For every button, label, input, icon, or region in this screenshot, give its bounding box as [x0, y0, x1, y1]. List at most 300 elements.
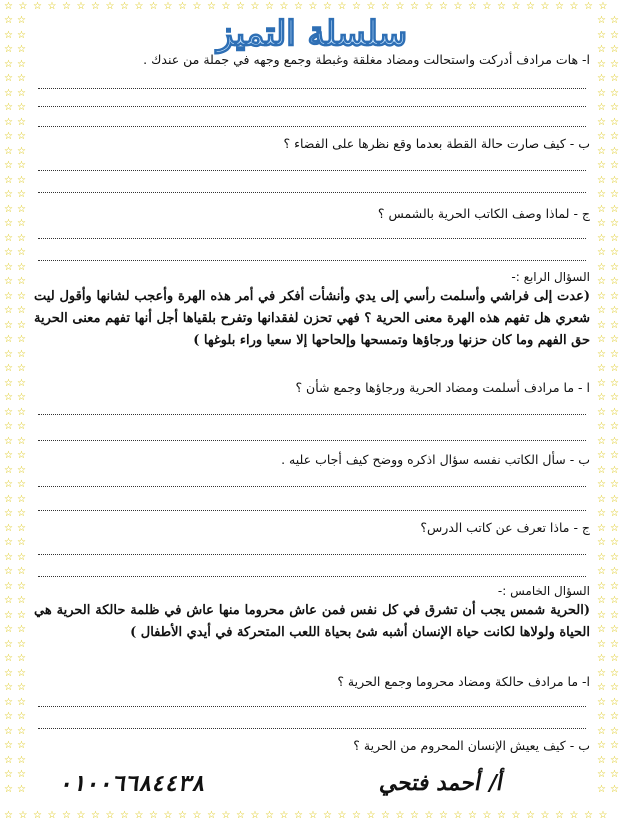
star-icon: ☆	[47, 1, 57, 12]
star-icon: ☆	[17, 638, 26, 650]
star-icon: ☆	[610, 15, 619, 26]
star-icon: ☆	[610, 522, 619, 534]
star-icon: ☆	[221, 810, 231, 821]
star-icon: ☆	[337, 1, 347, 12]
star-icon: ☆	[610, 160, 619, 171]
star-icon: ☆	[17, 769, 26, 780]
star-icon: ☆	[163, 1, 173, 12]
star-icon: ☆	[610, 421, 619, 432]
worksheet	[30, 8, 594, 814]
star-icon: ☆	[17, 363, 26, 374]
star-icon: ☆	[17, 58, 26, 70]
star-icon: ☆	[134, 1, 144, 12]
star-icon: ☆	[610, 508, 619, 519]
star-icon: ☆	[4, 624, 13, 635]
star-icon: ☆	[597, 131, 606, 142]
passage-5: (الحرية شمس يجب أن تشرق في كل نفس فمن عاش محروما منها عاش في ظلمة حالكة الحرية هي الحياة ولولاها لكانت حياة الإنسان أشبه شئ بحياة اللعب المتحركة في أيدي الأطفال )	[34, 603, 590, 640]
star-icon: ☆	[17, 508, 26, 519]
star-icon: ☆	[610, 754, 619, 766]
star-icon: ☆	[149, 810, 158, 821]
star-icon: ☆	[4, 1, 13, 12]
star-icon: ☆	[597, 754, 606, 766]
star-icon: ☆	[4, 421, 13, 432]
star-icon: ☆	[4, 696, 13, 708]
star-icon: ☆	[610, 87, 619, 99]
star-icon: ☆	[279, 1, 289, 12]
star-icon: ☆	[91, 1, 100, 12]
star-icon: ☆	[597, 102, 606, 113]
answer-line[interactable]	[38, 554, 586, 555]
star-icon: ☆	[610, 783, 619, 795]
star-icon: ☆	[17, 290, 26, 302]
star-icon: ☆	[597, 73, 606, 84]
star-icon: ☆	[4, 769, 13, 780]
star-icon: ☆	[597, 392, 606, 403]
star-icon: ☆	[4, 406, 13, 418]
question-3b: ب - كيف صارت حالة القطة بعدما وقع نظرها على الفضاء ؟	[283, 136, 590, 151]
star-icon: ☆	[597, 261, 606, 273]
star-icon: ☆	[482, 1, 492, 12]
star-icon: ☆	[207, 810, 216, 821]
star-icon: ☆	[453, 810, 463, 821]
star-icon: ☆	[18, 810, 28, 821]
star-icon: ☆	[610, 450, 619, 461]
answer-line[interactable]	[38, 576, 586, 577]
star-icon: ☆	[4, 810, 13, 821]
star-icon: ☆	[4, 116, 13, 128]
star-icon: ☆	[540, 1, 550, 12]
star-icon: ☆	[610, 116, 619, 128]
star-icon: ☆	[4, 682, 13, 693]
star-icon: ☆	[4, 232, 13, 244]
footer-author: أ/ أحمد فتحي	[377, 770, 506, 796]
star-icon: ☆	[597, 232, 606, 244]
star-icon: ☆	[178, 1, 187, 12]
star-icon: ☆	[33, 810, 42, 821]
answer-line[interactable]	[38, 106, 586, 107]
star-icon: ☆	[610, 261, 619, 273]
star-icon: ☆	[17, 464, 26, 476]
star-icon: ☆	[555, 810, 564, 821]
star-icon: ☆	[610, 319, 619, 331]
star-icon: ☆	[17, 392, 26, 403]
answer-line[interactable]	[38, 192, 586, 193]
star-icon: ☆	[4, 595, 13, 606]
star-icon: ☆	[4, 15, 13, 26]
answer-line[interactable]	[38, 706, 586, 707]
star-icon: ☆	[294, 810, 303, 821]
star-icon: ☆	[134, 810, 144, 821]
star-icon: ☆	[4, 145, 13, 157]
question-4a: ا - ما مرادف أسلمت ومضاد الحرية ورجاؤها وجمع شأن ؟	[295, 380, 590, 395]
star-icon: ☆	[395, 810, 405, 821]
star-icon: ☆	[597, 348, 606, 360]
star-icon: ☆	[610, 537, 619, 548]
star-icon: ☆	[610, 479, 619, 490]
star-icon: ☆	[4, 725, 13, 737]
star-icon: ☆	[597, 493, 606, 505]
star-icon: ☆	[17, 15, 26, 26]
star-icon: ☆	[17, 682, 26, 693]
star-icon: ☆	[17, 203, 26, 215]
star-icon: ☆	[597, 783, 606, 795]
star-icon: ☆	[410, 810, 419, 821]
star-icon: ☆	[597, 160, 606, 171]
star-icon: ☆	[597, 638, 606, 650]
star-icon: ☆	[294, 1, 303, 12]
star-icon: ☆	[610, 58, 619, 70]
star-icon: ☆	[610, 348, 619, 360]
star-icon: ☆	[62, 1, 71, 12]
star-icon: ☆	[17, 29, 26, 41]
star-icon: ☆	[597, 44, 606, 55]
star-icon: ☆	[17, 740, 26, 751]
star-icon: ☆	[76, 810, 86, 821]
star-icon: ☆	[17, 406, 26, 418]
star-icon: ☆	[207, 1, 216, 12]
star-icon: ☆	[4, 87, 13, 99]
star-icon: ☆	[610, 406, 619, 418]
star-icon: ☆	[597, 609, 606, 621]
star-icon: ☆	[4, 537, 13, 548]
star-icon: ☆	[424, 1, 434, 12]
star-icon: ☆	[4, 189, 13, 200]
star-icon: ☆	[597, 537, 606, 548]
star-icon: ☆	[17, 189, 26, 200]
star-icon: ☆	[120, 1, 129, 12]
star-icon: ☆	[17, 334, 26, 345]
question-4-heading: السؤال الرابع :-	[511, 270, 590, 284]
page-title: سلسلة التميز	[216, 14, 408, 54]
star-icon: ☆	[610, 363, 619, 374]
star-icon: ☆	[76, 1, 86, 12]
star-icon: ☆	[597, 58, 606, 70]
star-icon: ☆	[17, 479, 26, 490]
star-icon: ☆	[610, 44, 619, 55]
star-icon: ☆	[17, 377, 26, 389]
star-icon: ☆	[352, 810, 361, 821]
star-icon: ☆	[610, 145, 619, 157]
star-icon: ☆	[597, 29, 606, 41]
star-icon: ☆	[17, 537, 26, 548]
star-icon: ☆	[597, 290, 606, 302]
answer-line[interactable]	[38, 170, 586, 171]
answer-line[interactable]	[38, 414, 586, 415]
star-icon: ☆	[178, 810, 187, 821]
star-icon: ☆	[540, 810, 550, 821]
question-4c: ج - ماذا تعرف عن كاتب الدرس؟	[420, 520, 590, 535]
question-3a: ا- هات مرادف أدركت واستحالت ومضاد مغلقة وغبطة وجمع وجهه في جملة من عندك .	[143, 52, 590, 67]
star-icon: ☆	[597, 15, 606, 26]
star-icon: ☆	[17, 102, 26, 113]
star-icon: ☆	[610, 609, 619, 621]
star-icon: ☆	[47, 810, 57, 821]
star-icon: ☆	[250, 810, 260, 821]
star-icon: ☆	[4, 290, 13, 302]
answer-line[interactable]	[38, 728, 586, 729]
star-icon: ☆	[598, 1, 608, 12]
star-icon: ☆	[17, 522, 26, 534]
star-icon: ☆	[17, 551, 26, 563]
star-icon: ☆	[597, 479, 606, 490]
star-icon: ☆	[17, 783, 26, 795]
star-icon: ☆	[17, 44, 26, 55]
star-icon: ☆	[17, 73, 26, 84]
star-icon: ☆	[610, 232, 619, 244]
answer-line[interactable]	[38, 88, 586, 89]
answer-line[interactable]	[38, 486, 586, 487]
star-icon: ☆	[33, 1, 42, 12]
answer-line[interactable]	[38, 440, 586, 441]
star-icon: ☆	[91, 810, 100, 821]
star-icon: ☆	[4, 363, 13, 374]
star-icon: ☆	[120, 810, 129, 821]
star-icon: ☆	[323, 810, 332, 821]
star-icon: ☆	[17, 580, 26, 592]
answer-line[interactable]	[38, 510, 586, 511]
star-icon: ☆	[468, 1, 477, 12]
star-icon: ☆	[4, 479, 13, 490]
star-icon: ☆	[597, 725, 606, 737]
star-icon: ☆	[597, 174, 606, 186]
star-icon: ☆	[597, 435, 606, 447]
star-icon: ☆	[597, 508, 606, 519]
star-icon: ☆	[598, 810, 608, 821]
star-icon: ☆	[17, 493, 26, 505]
star-icon: ☆	[597, 653, 606, 664]
star-icon: ☆	[597, 421, 606, 432]
star-icon: ☆	[4, 551, 13, 563]
passage-4: (عدت إلى فراشي وأسلمت رأسي إلى يدي وأنشأت أفكر في أمر هذه الهرة وأعجب لشانها وأقول ليت شعري هل تفهم هذه الهرة معنى الحرية ؟ فهي تحزن لفقدانها وتفرح بلقياها أجل أنها تفهم معنى الحرية حق الفهم وما كان حزنها ورجاؤها وتمسحها وإلحاحها إلا سعيا وراء بلوغها )	[34, 289, 590, 348]
star-icon: ☆	[18, 1, 28, 12]
star-icon: ☆	[17, 145, 26, 157]
star-icon: ☆	[4, 609, 13, 621]
star-icon: ☆	[4, 102, 13, 113]
star-icon: ☆	[17, 348, 26, 360]
star-icon: ☆	[17, 435, 26, 447]
star-icon: ☆	[366, 1, 376, 12]
question-5a: ا- ما مرادف حالكة ومضاد محروما وجمع الحرية ؟	[337, 674, 590, 689]
star-icon: ☆	[610, 580, 619, 592]
star-icon: ☆	[4, 638, 13, 650]
star-icon: ☆	[597, 247, 606, 258]
star-icon: ☆	[610, 595, 619, 606]
star-icon: ☆	[511, 810, 521, 821]
star-icon: ☆	[597, 769, 606, 780]
star-icon: ☆	[4, 319, 13, 331]
star-icon: ☆	[4, 218, 13, 229]
star-icon: ☆	[439, 810, 448, 821]
star-icon: ☆	[250, 1, 260, 12]
star-icon: ☆	[4, 348, 13, 360]
star-icon: ☆	[597, 319, 606, 331]
star-icon: ☆	[610, 247, 619, 258]
star-icon: ☆	[569, 1, 579, 12]
star-icon: ☆	[610, 551, 619, 563]
star-icon: ☆	[366, 810, 376, 821]
star-icon: ☆	[381, 1, 390, 12]
star-icon: ☆	[323, 1, 332, 12]
star-icon: ☆	[17, 116, 26, 128]
star-icon: ☆	[17, 667, 26, 679]
star-icon: ☆	[4, 711, 13, 722]
star-icon: ☆	[610, 653, 619, 664]
star-icon: ☆	[17, 653, 26, 664]
star-icon: ☆	[597, 696, 606, 708]
star-icon: ☆	[597, 203, 606, 215]
star-icon: ☆	[4, 450, 13, 461]
star-icon: ☆	[610, 493, 619, 505]
star-icon: ☆	[610, 131, 619, 142]
star-icon: ☆	[610, 218, 619, 229]
star-icon: ☆	[597, 189, 606, 200]
star-icon: ☆	[4, 44, 13, 55]
star-icon: ☆	[597, 464, 606, 476]
star-icon: ☆	[4, 522, 13, 534]
star-icon: ☆	[17, 595, 26, 606]
star-icon: ☆	[511, 1, 521, 12]
star-icon: ☆	[192, 810, 202, 821]
question-5b: ب - كيف يعيش الإنسان المحروم من الحرية ؟	[353, 738, 590, 753]
star-icon: ☆	[610, 276, 619, 287]
star-icon: ☆	[17, 319, 26, 331]
star-icon: ☆	[17, 218, 26, 229]
star-icon: ☆	[597, 682, 606, 693]
star-icon: ☆	[192, 1, 202, 12]
star-icon: ☆	[410, 1, 419, 12]
question-4b: ب - سأل الكاتب نفسه سؤال اذكره ووضح كيف أجاب عليه .	[281, 452, 590, 467]
star-icon: ☆	[4, 783, 13, 795]
star-icon: ☆	[17, 247, 26, 258]
star-icon: ☆	[610, 740, 619, 751]
star-icon: ☆	[597, 450, 606, 461]
star-icon: ☆	[610, 290, 619, 302]
star-icon: ☆	[17, 725, 26, 737]
star-icon: ☆	[597, 145, 606, 157]
star-icon: ☆	[221, 1, 231, 12]
star-icon: ☆	[610, 435, 619, 447]
star-icon: ☆	[610, 624, 619, 635]
star-icon: ☆	[4, 131, 13, 142]
star-icon: ☆	[610, 203, 619, 215]
star-icon: ☆	[4, 392, 13, 403]
star-icon: ☆	[597, 218, 606, 229]
star-icon: ☆	[337, 810, 347, 821]
star-icon: ☆	[4, 754, 13, 766]
star-icon: ☆	[597, 551, 606, 563]
star-icon: ☆	[597, 116, 606, 128]
star-icon: ☆	[17, 305, 26, 316]
star-icon: ☆	[468, 810, 477, 821]
star-icon: ☆	[597, 87, 606, 99]
footer-phone: ٠١٠٠٦٦٨٤٤٣٨	[57, 772, 209, 797]
star-icon: ☆	[610, 711, 619, 722]
star-icon: ☆	[610, 29, 619, 41]
star-icon: ☆	[17, 696, 26, 708]
star-icon: ☆	[149, 1, 158, 12]
star-icon: ☆	[4, 58, 13, 70]
star-icon: ☆	[610, 667, 619, 679]
star-icon: ☆	[597, 566, 606, 577]
star-icon: ☆	[610, 566, 619, 577]
star-icon: ☆	[439, 1, 448, 12]
star-icon: ☆	[610, 392, 619, 403]
star-icon: ☆	[17, 421, 26, 432]
star-icon: ☆	[17, 174, 26, 186]
star-icon: ☆	[584, 1, 593, 12]
star-icon: ☆	[497, 1, 506, 12]
star-icon: ☆	[597, 406, 606, 418]
star-icon: ☆	[597, 580, 606, 592]
star-icon: ☆	[597, 377, 606, 389]
star-icon: ☆	[4, 276, 13, 287]
star-icon: ☆	[17, 754, 26, 766]
star-icon: ☆	[526, 1, 535, 12]
answer-line[interactable]	[38, 126, 586, 127]
star-icon: ☆	[236, 1, 245, 12]
star-icon: ☆	[584, 810, 593, 821]
star-icon: ☆	[17, 261, 26, 273]
star-icon: ☆	[597, 711, 606, 722]
star-icon: ☆	[4, 203, 13, 215]
star-icon: ☆	[308, 1, 318, 12]
star-icon: ☆	[265, 810, 274, 821]
star-icon: ☆	[610, 682, 619, 693]
question-5-heading: السؤال الخامس :-	[497, 584, 590, 598]
star-icon: ☆	[597, 363, 606, 374]
star-icon: ☆	[597, 595, 606, 606]
answer-line[interactable]	[38, 238, 586, 239]
star-icon: ☆	[4, 653, 13, 664]
star-icon: ☆	[163, 810, 173, 821]
star-icon: ☆	[610, 334, 619, 345]
star-icon: ☆	[597, 740, 606, 751]
star-icon: ☆	[17, 450, 26, 461]
star-icon: ☆	[610, 769, 619, 780]
star-icon: ☆	[597, 624, 606, 635]
star-icon: ☆	[265, 1, 274, 12]
star-icon: ☆	[4, 174, 13, 186]
star-icon: ☆	[610, 377, 619, 389]
star-icon: ☆	[17, 87, 26, 99]
star-icon: ☆	[17, 624, 26, 635]
star-icon: ☆	[4, 566, 13, 577]
star-icon: ☆	[17, 160, 26, 171]
star-icon: ☆	[4, 667, 13, 679]
star-icon: ☆	[236, 810, 245, 821]
star-icon: ☆	[4, 435, 13, 447]
star-icon: ☆	[597, 276, 606, 287]
star-icon: ☆	[424, 810, 434, 821]
star-icon: ☆	[105, 810, 115, 821]
question-3c: ج - لماذا وصف الكاتب الحرية بالشمس ؟	[377, 206, 590, 221]
star-icon: ☆	[105, 1, 115, 12]
answer-line[interactable]	[38, 260, 586, 261]
star-icon: ☆	[4, 160, 13, 171]
star-icon: ☆	[4, 73, 13, 84]
star-icon: ☆	[610, 464, 619, 476]
star-icon: ☆	[610, 189, 619, 200]
star-icon: ☆	[610, 102, 619, 113]
star-icon: ☆	[610, 305, 619, 316]
star-icon: ☆	[17, 232, 26, 244]
star-icon: ☆	[610, 638, 619, 650]
star-icon: ☆	[597, 522, 606, 534]
star-icon: ☆	[17, 276, 26, 287]
star-icon: ☆	[526, 810, 535, 821]
star-icon: ☆	[4, 334, 13, 345]
star-icon: ☆	[597, 305, 606, 316]
